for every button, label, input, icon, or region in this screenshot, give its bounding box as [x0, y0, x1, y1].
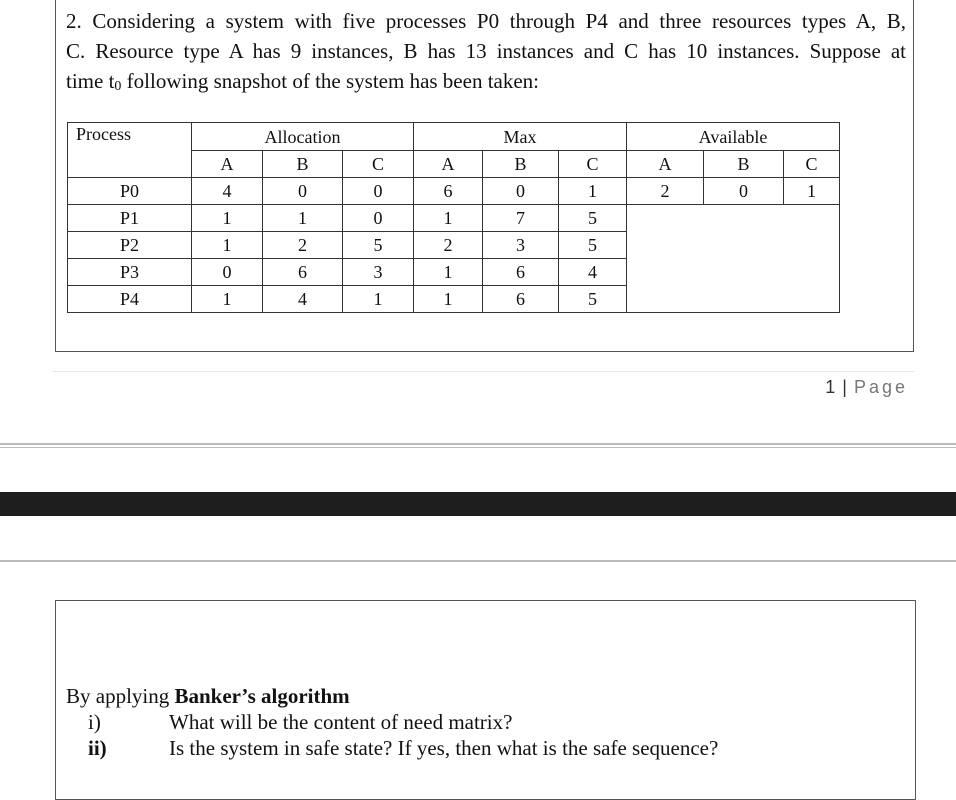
allocation-header: Allocation [192, 123, 414, 151]
table-row [68, 178, 840, 205]
avail-col-b: B [704, 151, 784, 178]
available-cell: 1 [784, 178, 840, 205]
allocation-cell: 0 [343, 178, 414, 205]
max-cell: 4 [559, 259, 627, 286]
task-2-text: Is the system in safe state? If yes, then what is the safe sequence? [169, 736, 719, 760]
allocation-cell: 3 [343, 259, 414, 286]
available-header: Available [627, 123, 840, 151]
page-number-value: 1 [825, 377, 837, 397]
page-break-line-top [0, 443, 956, 445]
allocation-cell: 0 [263, 178, 343, 205]
available-cell: 2 [627, 178, 704, 205]
allocation-cell: 1 [343, 286, 414, 313]
process-cell: P3 [68, 259, 192, 286]
question-box [55, 0, 914, 352]
process-cell: P0 [68, 178, 192, 205]
task-1-text: What will be the content of need matrix? [169, 710, 513, 734]
max-header: Max [414, 123, 627, 151]
process-cell: P2 [68, 232, 192, 259]
available-empty-cell [627, 205, 840, 313]
max-cell: 6 [483, 259, 559, 286]
question-line-3-pre: time t [66, 69, 115, 93]
bankers-algorithm-label: Banker’s algorithm [174, 684, 350, 708]
max-cell: 3 [483, 232, 559, 259]
alloc-col-c: C [343, 151, 414, 178]
max-cell: 5 [559, 205, 627, 232]
footer-divider [52, 371, 914, 372]
max-col-b: B [483, 151, 559, 178]
alloc-col-b: B [263, 151, 343, 178]
process-cell: P1 [68, 205, 192, 232]
max-cell: 1 [414, 205, 483, 232]
allocation-cell: 1 [192, 205, 263, 232]
question-line-2: C. Resource type A has 9 instances, B has 13 instances and C has 10 instances. Suppose at [66, 39, 906, 63]
max-cell: 1 [414, 259, 483, 286]
allocation-cell: 1 [192, 286, 263, 313]
table-row [68, 205, 840, 232]
available-cell: 0 [704, 178, 784, 205]
question-line-3-post: following snapshot of the system has been taken: [121, 69, 540, 93]
max-col-c: C [559, 151, 627, 178]
question-line-1: 2. Considering a system with five processes P0 through P4 and three resources types A, B, [66, 9, 906, 33]
max-cell: 6 [483, 286, 559, 313]
page-break-line-top-thin [0, 447, 956, 448]
page-gap-bar [0, 492, 956, 516]
allocation-cell: 2 [263, 232, 343, 259]
max-col-a: A [414, 151, 483, 178]
task-1-number: i) [88, 710, 101, 734]
allocation-cell: 6 [263, 259, 343, 286]
allocation-cell: 0 [343, 205, 414, 232]
process-header: Process [68, 123, 192, 178]
page-word: Page [853, 377, 908, 397]
process-cell: P4 [68, 286, 192, 313]
tasks-box [55, 600, 916, 800]
allocation-cell: 4 [263, 286, 343, 313]
max-cell: 0 [483, 178, 559, 205]
page-break-line-bottom [0, 560, 956, 562]
max-cell: 2 [414, 232, 483, 259]
allocation-cell: 4 [192, 178, 263, 205]
allocation-cell: 1 [192, 232, 263, 259]
max-cell: 1 [414, 286, 483, 313]
allocation-cell: 5 [343, 232, 414, 259]
task-2-number: ii) [88, 736, 107, 760]
tasks-intro-pre: By applying [66, 684, 175, 708]
max-cell: 1 [559, 178, 627, 205]
question-text [66, 6, 906, 102]
allocation-cell: 1 [263, 205, 343, 232]
question-line-3 [66, 66, 906, 102]
avail-col-a: A [627, 151, 704, 178]
max-cell: 5 [559, 286, 627, 313]
alloc-col-a: A [192, 151, 263, 178]
tasks-intro [66, 683, 350, 709]
t-subscript: 0 [114, 79, 122, 94]
max-cell: 7 [483, 205, 559, 232]
max-cell: 5 [559, 232, 627, 259]
page-number [825, 377, 908, 398]
allocation-cell: 0 [192, 259, 263, 286]
avail-col-c: C [784, 151, 840, 178]
snapshot-table [67, 122, 840, 313]
max-cell: 6 [414, 178, 483, 205]
page-number-separator: | [836, 377, 854, 397]
